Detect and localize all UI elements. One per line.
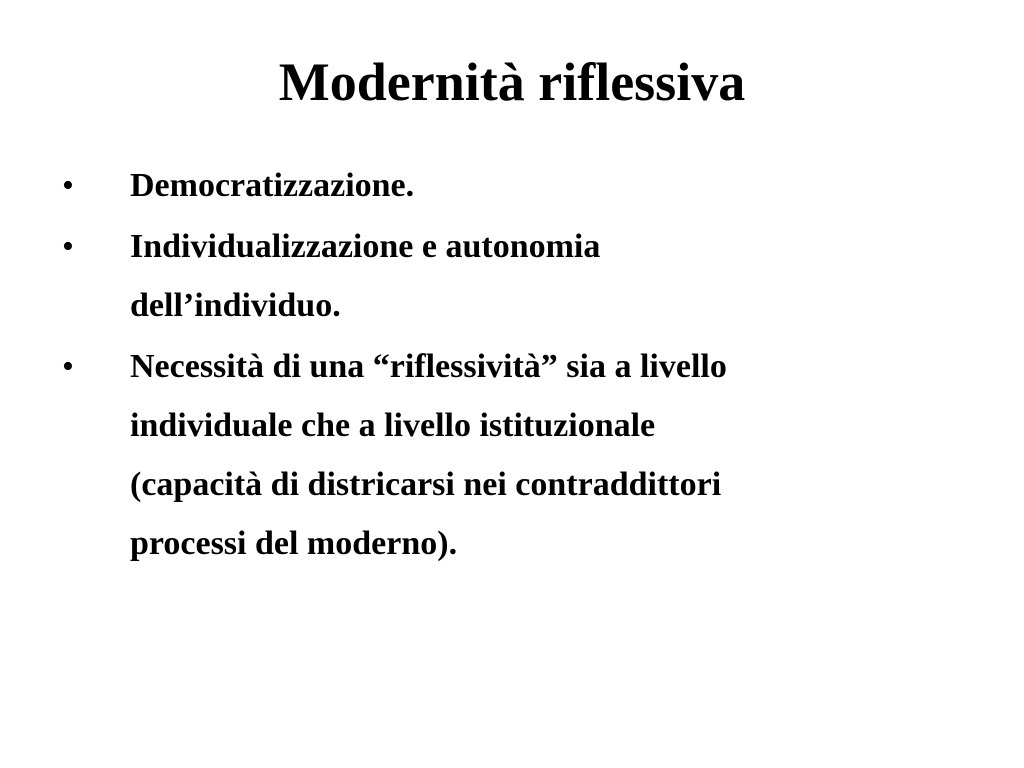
bullet-item xyxy=(62,217,962,335)
bullet-line: Democratizzazione. xyxy=(130,167,415,204)
bullet-line: (capacità di districarsi nei contraddittori xyxy=(130,466,722,503)
bullet-line: Necessità di una “riflessività” sia a livello xyxy=(130,348,727,385)
slide-title: Modernità riflessiva xyxy=(278,52,746,112)
bullet-text xyxy=(130,217,962,335)
bullet-text xyxy=(130,156,962,215)
bullet-line: individuale che a livello istituzionale xyxy=(130,407,656,444)
bullet-marker: • xyxy=(62,348,74,385)
bullet-marker: • xyxy=(62,228,74,265)
bullet-line: Individualizzazione e autonomia xyxy=(130,228,601,265)
bullet-list xyxy=(62,156,962,575)
bullet-line: dell’individuo. xyxy=(130,287,341,324)
bullet-text xyxy=(130,337,962,573)
bullet-item xyxy=(62,337,962,573)
bullet-line: processi del moderno). xyxy=(130,525,458,562)
bullet-item xyxy=(62,156,962,215)
bullet-marker: • xyxy=(62,167,74,204)
